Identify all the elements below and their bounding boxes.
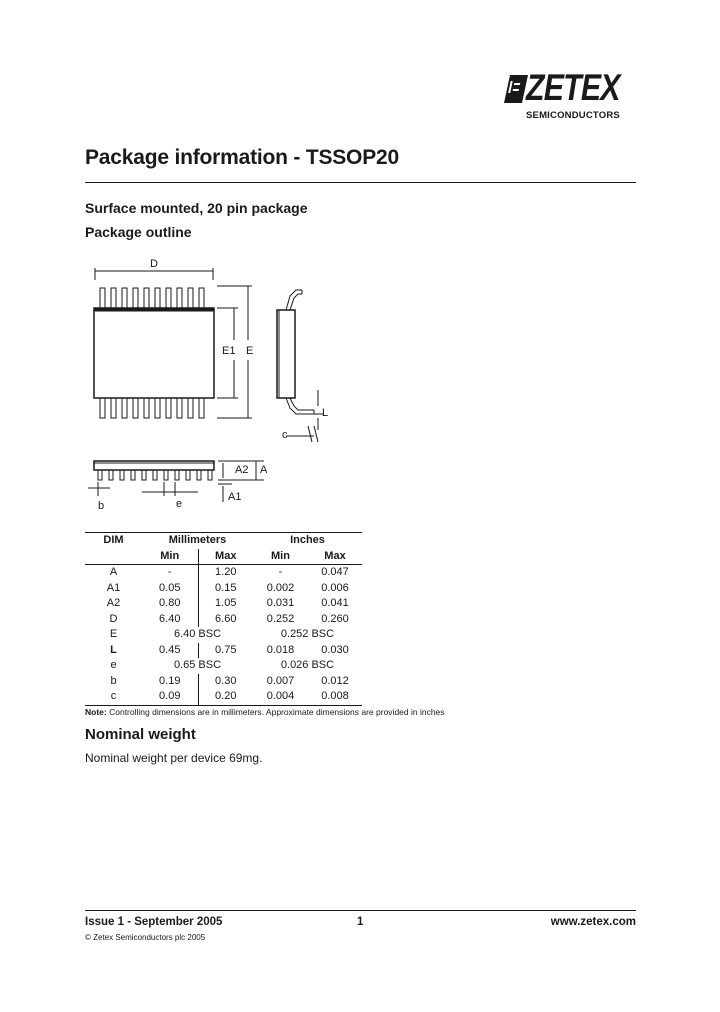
footer-divider	[85, 910, 636, 911]
top-view-body	[94, 308, 214, 398]
weight-text: Nominal weight per device 69mg.	[85, 751, 263, 765]
weight-heading: Nominal weight	[85, 726, 196, 743]
table-row: D 6.40 6.60 0.252 0.260	[85, 612, 362, 628]
table-row: A2 0.80 1.05 0.031 0.041	[85, 596, 362, 612]
header-dim: DIM	[85, 533, 142, 549]
footer-issue: Issue 1 - September 2005	[85, 916, 223, 928]
footer-page-number: 1	[357, 916, 364, 928]
header-mm-min: Min	[142, 549, 198, 565]
table-subheader-row	[85, 549, 362, 565]
table-header-row	[85, 533, 362, 549]
end-view	[88, 461, 268, 512]
logo-wordmark: ZETEX	[526, 67, 620, 108]
label-c: c	[282, 429, 288, 441]
table-row: e 0.65 BSC 0.026 BSC	[110, 659, 335, 671]
dimension-e1-e	[217, 286, 253, 418]
package-subtitle: Surface mounted, 20 pin package	[85, 200, 308, 216]
label-d: D	[150, 258, 158, 270]
label-e1: E1	[222, 345, 236, 357]
top-view-upper-pins	[100, 288, 204, 308]
side-view	[277, 290, 328, 442]
top-view-lower-pins	[100, 398, 204, 418]
page-title: Package information - TSSOP20	[85, 146, 399, 169]
label-a1: A1	[228, 491, 242, 503]
label-a: A	[260, 464, 268, 476]
footer-url: www.zetex.com	[550, 916, 636, 928]
title-divider	[85, 182, 636, 183]
table-row: b 0.19 0.30 0.007 0.012	[85, 674, 362, 690]
header-mm-max: Max	[198, 549, 253, 565]
dimensions-note	[85, 707, 445, 717]
label-e: E	[246, 345, 254, 357]
table-row: L 0.45 0.75 0.018 0.030	[85, 643, 362, 659]
label-b: b	[98, 500, 105, 512]
dimensions-table	[85, 532, 362, 706]
logo-subtitle: SEMICONDUCTORS	[526, 110, 620, 121]
header-in-min: Min	[253, 549, 308, 565]
table-row: c 0.09 0.20 0.004 0.008	[85, 689, 362, 705]
header-millimeters: Millimeters	[142, 533, 253, 549]
table-row: A - 1.20 - 0.047	[85, 565, 362, 581]
table-row: A1 0.05 0.15 0.002 0.006	[85, 581, 362, 597]
note-label: Note:	[85, 707, 107, 717]
zetex-logo-mark-icon	[504, 75, 528, 103]
dimension-d	[95, 258, 213, 280]
label-l: L	[322, 407, 329, 419]
table-row: E 6.40 BSC 0.252 BSC	[109, 628, 335, 640]
label-e-pitch: e	[176, 498, 183, 510]
header-inches: Inches	[253, 533, 362, 549]
header-in-max: Max	[308, 549, 362, 565]
outline-heading: Package outline	[85, 224, 192, 240]
label-a2: A2	[235, 464, 249, 476]
package-outline-diagram	[80, 250, 380, 515]
note-text: Controlling dimensions are in millimeters. Approximate dimensions are provided in inches	[106, 707, 445, 717]
footer-copyright: © Zetex Semiconductors plc 2005	[85, 933, 206, 942]
